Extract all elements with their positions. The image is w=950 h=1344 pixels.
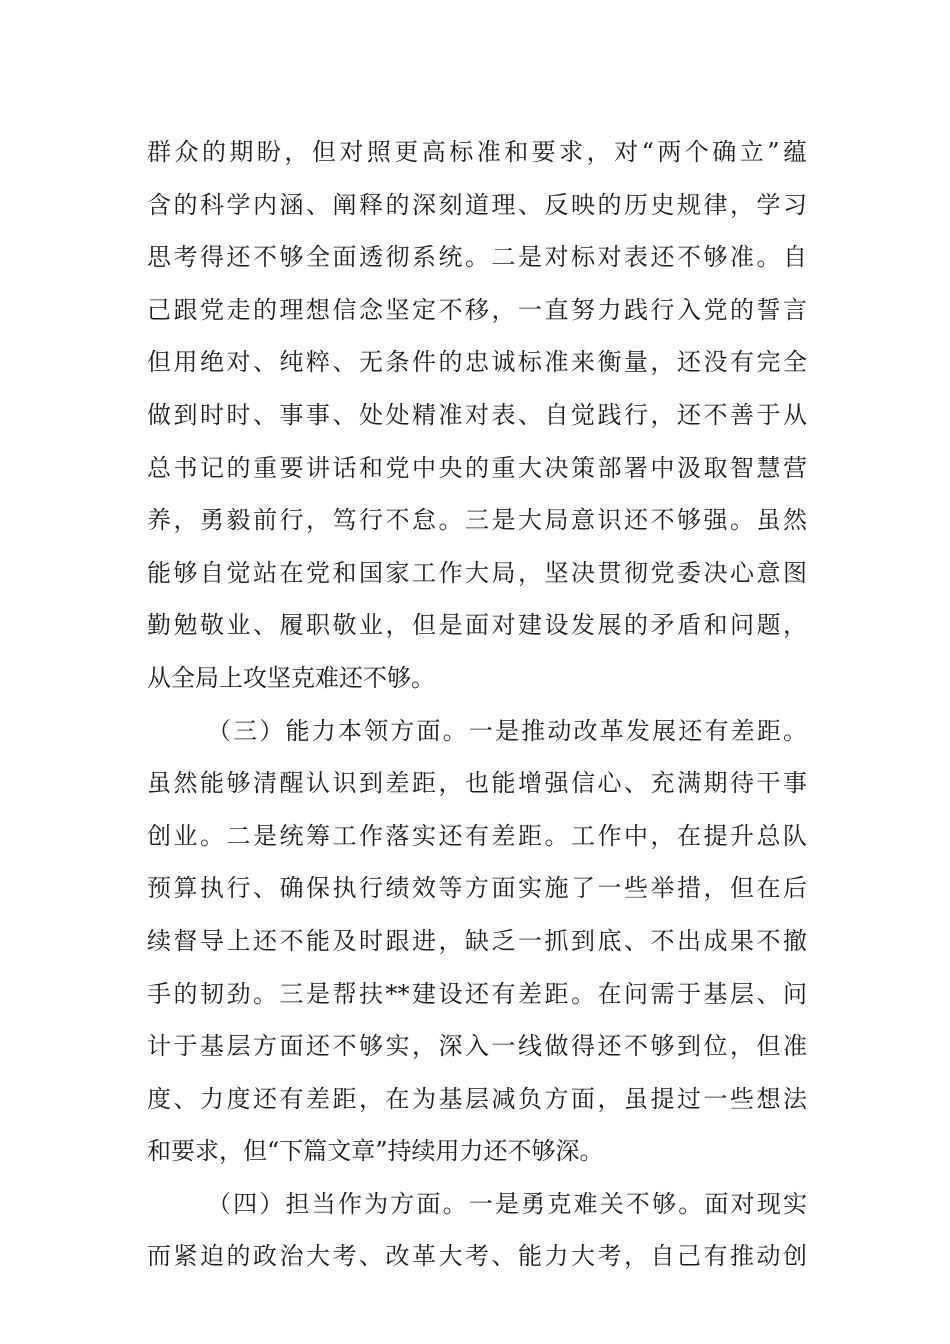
text-line: 计于基层方面还不够实，深入一线做得还不够到位，但准: [147, 1032, 807, 1061]
text-line: 己跟党走的理想信念坚定不移，一直努力践行入党的誓言: [147, 295, 807, 324]
text-line: 勤勉敬业、履职敬业，但是面对建设发展的矛盾和问题，: [147, 611, 807, 640]
text-line: 而紧迫的政治大考、改革大考、能力大考，自己有推动创: [147, 1242, 807, 1271]
text-line: 总书记的重要讲话和党中央的重大决策部署中汲取智慧营: [147, 453, 807, 482]
body-text: [147, 126, 807, 1283]
text-line: 群众的期盼，但对照更高标准和要求，对“两个确立”蕴: [147, 138, 807, 166]
text-line: 思考得还不够全面透彻系统。二是对标对表还不够准。自: [147, 243, 807, 272]
text-line: 养，勇毅前行，笃行不怠。三是大局意识还不够强。虽然: [147, 506, 807, 535]
text-line: 能够自觉站在党和国家工作大局，坚决贯彻党委决心意图: [147, 558, 807, 587]
text-line: 做到时时、事事、处处精准对表、自觉践行，还不善于从: [147, 400, 807, 429]
text-line: 创业。二是统筹工作落实还有差距。工作中，在提升总队: [147, 821, 807, 850]
section-heading-line: （四）担当作为方面。一是勇克难关不够。面对现实: [207, 1189, 807, 1218]
text-line: 手的韧劲。三是帮扶**建设还有差距。在问需于基层、问: [147, 979, 807, 1008]
section-heading-line: （三）能力本领方面。一是推动改革发展还有差距。: [207, 716, 807, 745]
text-line: 从全局上攻坚克难还不够。: [147, 663, 435, 692]
text-line: 和要求，但“下篇文章”持续用力还不够深。: [147, 1137, 604, 1166]
text-line: 度、力度还有差距，在为基层减负方面，虽提过一些想法: [147, 1084, 807, 1113]
text-line: 虽然能够清醒认识到差距，也能增强信心、充满期待干事: [147, 769, 807, 798]
text-line: 含的科学内涵、阐释的深刻道理、反映的历史规律，学习: [147, 190, 807, 219]
text-line: 续督导上还不能及时跟进，缺乏一抓到底、不出成果不撤: [147, 926, 807, 955]
text-line: 但用绝对、纯粹、无条件的忠诚标准来衡量，还没有完全: [147, 348, 807, 377]
text-line: 预算执行、确保执行绩效等方面实施了一些举措，但在后: [147, 874, 807, 903]
